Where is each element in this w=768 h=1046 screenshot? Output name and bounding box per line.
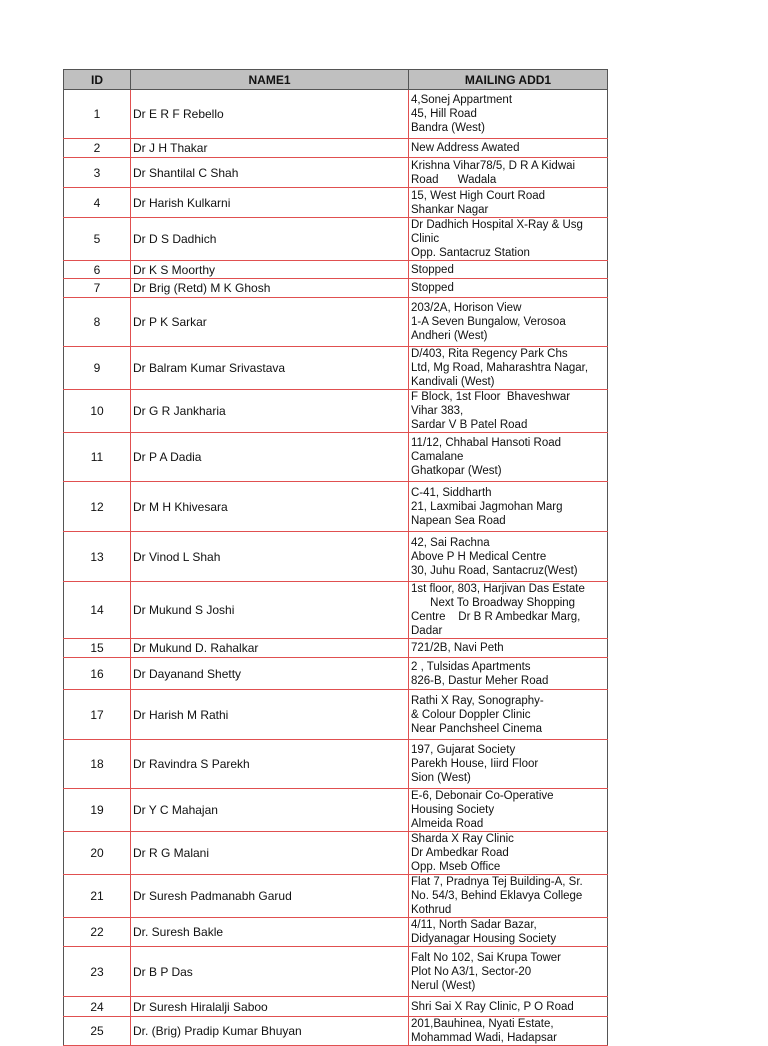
cell-name: Dr Shantilal C Shah [131,158,409,188]
cell-name: Dr Brig (Retd) M K Ghosh [131,279,409,298]
table-row [64,690,608,740]
cell-name: Dr Dayanand Shetty [131,658,409,690]
cell-id: 11 [64,433,131,482]
cell-address: Stopped [409,261,608,279]
cell-id: 20 [64,832,131,875]
table-row [64,582,608,639]
table-row [64,875,608,918]
cell-name: Dr. Suresh Bakle [131,918,409,947]
cell-id: 15 [64,639,131,658]
cell-address: 2 , Tulsidas Apartments 826-B, Dastur Meher Road [409,658,608,690]
cell-address: Krishna Vihar78/5, D R A Kidwai Road Wadala [409,158,608,188]
cell-name: Dr Mukund S Joshi [131,582,409,639]
cell-name: Dr Harish M Rathi [131,690,409,740]
cell-name: Dr M H Khivesara [131,482,409,532]
doctors-table [63,69,608,1046]
table-row [64,532,608,582]
cell-id: 13 [64,532,131,582]
table-row [64,218,608,261]
cell-address: Dr Dadhich Hospital X-Ray & Usg Clinic Opp. Santacruz Station [409,218,608,261]
cell-name: Dr P A Dadia [131,433,409,482]
cell-name: Dr D S Dadhich [131,218,409,261]
cell-address: Rathi X Ray, Sonography- & Colour Doppler Clinic Near Panchsheel Cinema [409,690,608,740]
cell-id: 9 [64,347,131,390]
cell-address: Shri Sai X Ray Clinic, P O Road [409,997,608,1017]
cell-address: C-41, Siddharth 21, Laxmibai Jagmohan Marg Napean Sea Road [409,482,608,532]
cell-id: 22 [64,918,131,947]
header-row [64,70,608,90]
table-row [64,1017,608,1046]
cell-address: Falt No 102, Sai Krupa Tower Plot No A3/1, Sector-20 Nerul (West) [409,947,608,997]
cell-address: 15, West High Court Road Shankar Nagar [409,188,608,218]
cell-id: 21 [64,875,131,918]
cell-id: 3 [64,158,131,188]
table-row [64,639,608,658]
cell-address: 1st floor, 803, Harjivan Das Estate Next To Broadway Shopping Centre Dr B R Ambedkar Marg, Dadar [409,582,608,639]
header-id: ID [64,70,131,90]
cell-address: New Address Awated [409,139,608,158]
cell-name: Dr J H Thakar [131,139,409,158]
cell-name: Dr E R F Rebello [131,90,409,139]
table-row [64,158,608,188]
cell-name: Dr R G Malani [131,832,409,875]
cell-id: 5 [64,218,131,261]
table-row [64,832,608,875]
cell-address: 4,Sonej Appartment 45, Hill Road Bandra (West) [409,90,608,139]
cell-name: Dr K S Moorthy [131,261,409,279]
cell-id: 12 [64,482,131,532]
cell-id: 23 [64,947,131,997]
cell-address: 201,Bauhinea, Nyati Estate, Mohammad Wadi, Hadapsar [409,1017,608,1046]
cell-name: Dr Y C Mahajan [131,789,409,832]
cell-id: 18 [64,740,131,789]
cell-id: 1 [64,90,131,139]
cell-id: 2 [64,139,131,158]
header-name: NAME1 [131,70,409,90]
table-row [64,658,608,690]
cell-address: 721/2B, Navi Peth [409,639,608,658]
table-row [64,279,608,298]
table-row [64,997,608,1017]
cell-address: 203/2A, Horison View 1-A Seven Bungalow, Verosoa Andheri (West) [409,298,608,347]
cell-address: F Block, 1st Floor Bhaveshwar Vihar 383, Sardar V B Patel Road [409,390,608,433]
table-row [64,918,608,947]
cell-id: 14 [64,582,131,639]
cell-id: 19 [64,789,131,832]
cell-name: Dr Ravindra S Parekh [131,740,409,789]
cell-id: 8 [64,298,131,347]
table-row [64,947,608,997]
cell-address: 42, Sai Rachna Above P H Medical Centre 30, Juhu Road, Santacruz(West) [409,532,608,582]
table-row [64,390,608,433]
cell-id: 24 [64,997,131,1017]
cell-id: 4 [64,188,131,218]
cell-name: Dr B P Das [131,947,409,997]
table-row [64,298,608,347]
table-row [64,740,608,789]
cell-name: Dr. (Brig) Pradip Kumar Bhuyan [131,1017,409,1046]
cell-address: E-6, Debonair Co-Operative Housing Society Almeida Road [409,789,608,832]
cell-address: Sharda X Ray Clinic Dr Ambedkar Road Opp. Mseb Office [409,832,608,875]
table-row [64,261,608,279]
cell-address: Flat 7, Pradnya Tej Building-A, Sr. No. 54/3, Behind Eklavya College Kothrud [409,875,608,918]
table-row [64,188,608,218]
cell-name: Dr P K Sarkar [131,298,409,347]
table-row [64,139,608,158]
cell-id: 17 [64,690,131,740]
cell-name: Dr Suresh Hiralalji Saboo [131,997,409,1017]
table-row [64,433,608,482]
cell-address: 4/11, North Sadar Bazar, Didyanagar Housing Society [409,918,608,947]
cell-name: Dr Balram Kumar Srivastava [131,347,409,390]
cell-address: Stopped [409,279,608,298]
table-row [64,347,608,390]
table-row [64,789,608,832]
cell-id: 7 [64,279,131,298]
cell-name: Dr Harish Kulkarni [131,188,409,218]
table-row [64,90,608,139]
cell-name: Dr Vinod L Shah [131,532,409,582]
cell-name: Dr Mukund D. Rahalkar [131,639,409,658]
cell-id: 10 [64,390,131,433]
cell-name: Dr Suresh Padmanabh Garud [131,875,409,918]
cell-address: 197, Gujarat Society Parekh House, Iiird Floor Sion (West) [409,740,608,789]
table-row [64,482,608,532]
cell-id: 16 [64,658,131,690]
header-address: MAILING ADD1 [409,70,608,90]
cell-name: Dr G R Jankharia [131,390,409,433]
cell-address: 11/12, Chhabal Hansoti Road Camalane Ghatkopar (West) [409,433,608,482]
cell-id: 6 [64,261,131,279]
cell-id: 25 [64,1017,131,1046]
cell-address: D/403, Rita Regency Park Chs Ltd, Mg Road, Maharashtra Nagar, Kandivali (West) [409,347,608,390]
